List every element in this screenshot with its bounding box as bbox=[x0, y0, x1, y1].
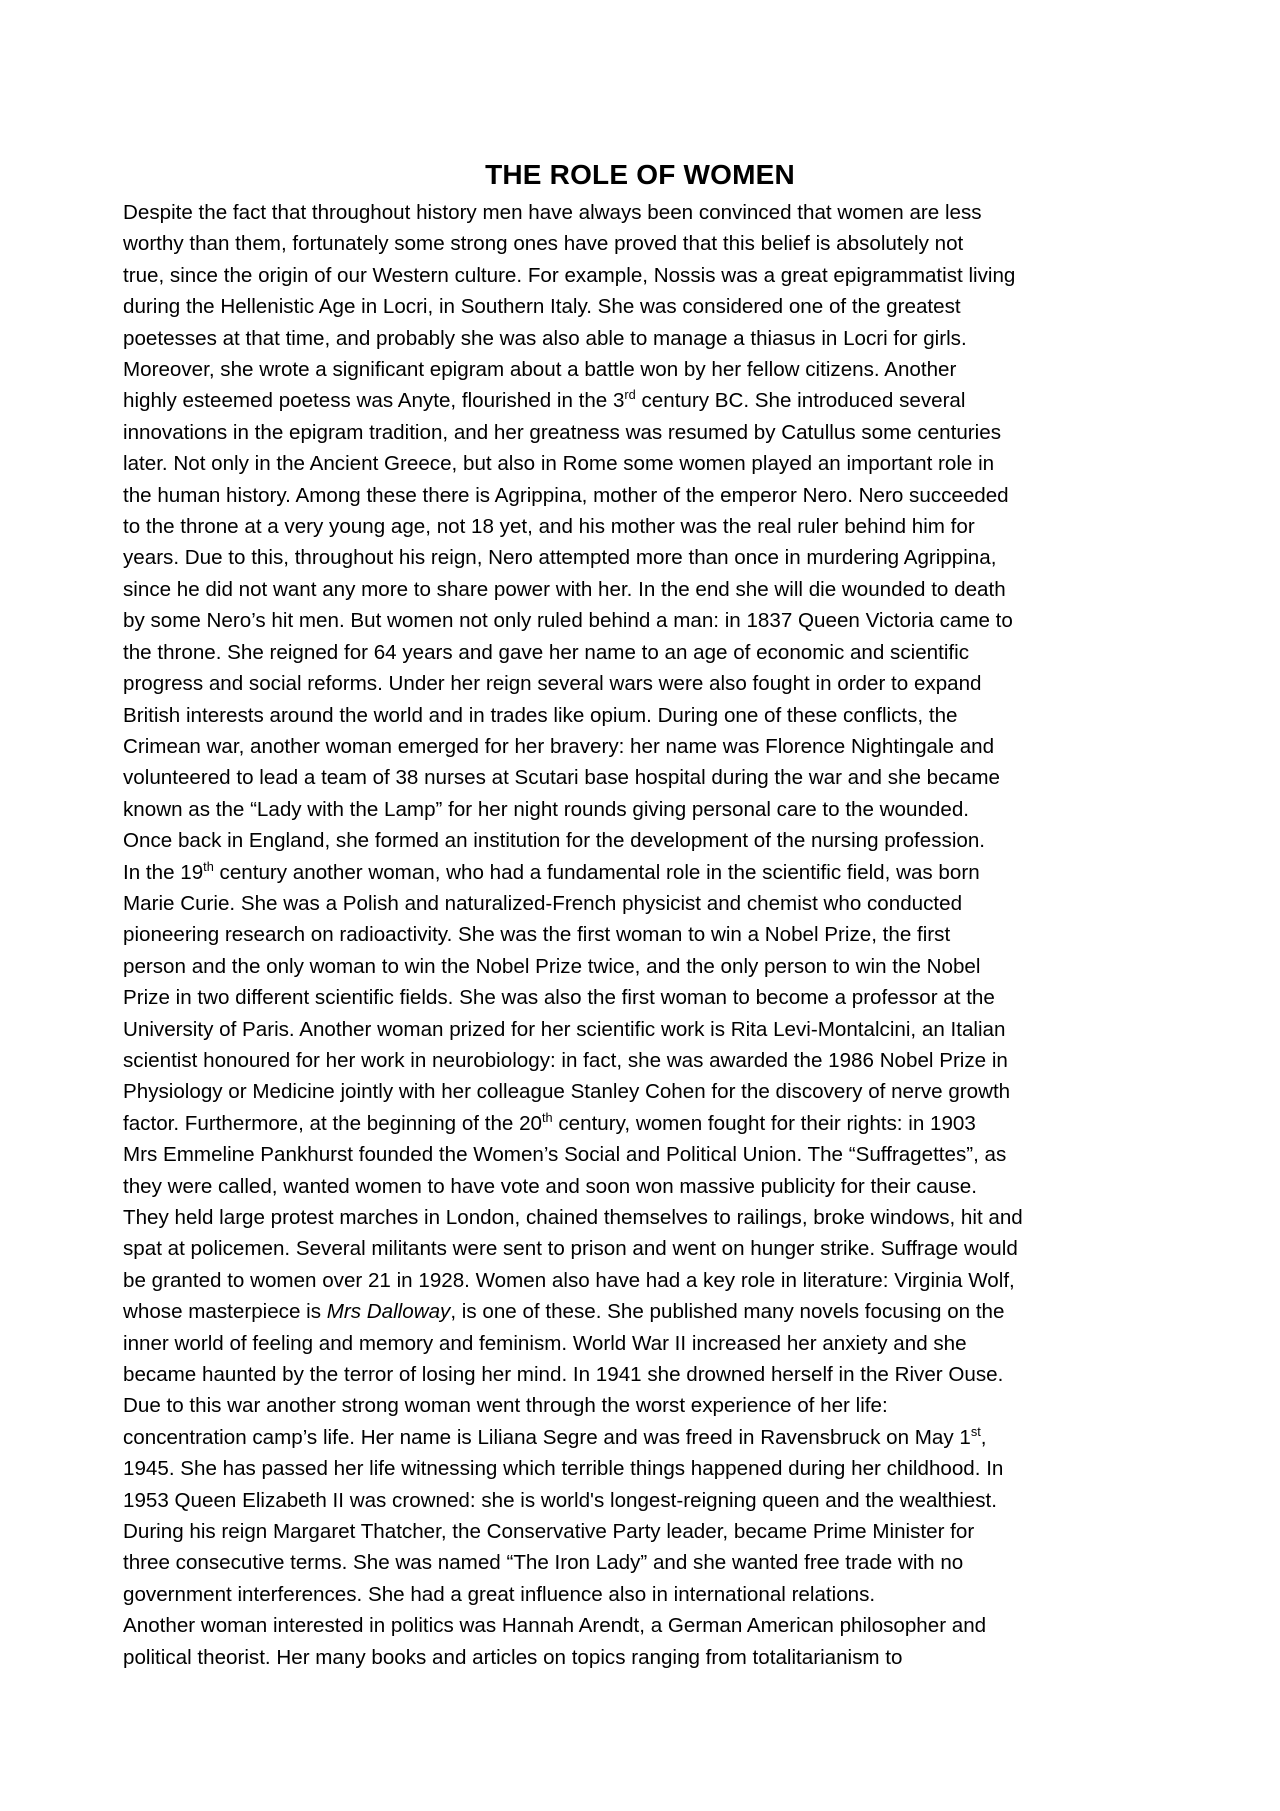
ordinal-superscript: th bbox=[203, 858, 214, 874]
ordinal-superscript: st bbox=[970, 1423, 981, 1439]
text-line: Prize in two different scientific fields. She was also the first woman to become a professor at the bbox=[123, 986, 995, 1010]
document-body bbox=[123, 197, 1173, 1673]
text-line: innovations in the epigram tradition, and her greatness was resumed by Catullus some centuries bbox=[123, 420, 1001, 444]
document-title: THE ROLE OF WOMEN bbox=[485, 159, 795, 190]
text-line: 1945. She has passed her life witnessing which terrible things happened during her childhood. In bbox=[123, 1457, 1004, 1481]
text-line: during the Hellenistic Age in Locri, in Southern Italy. She was considered one of the greatest bbox=[123, 295, 961, 319]
text-line: poetesses at that time, and probably she was also able to manage a thiasus in Locri for girls. bbox=[123, 326, 967, 350]
text-line: During his reign Margaret Thatcher, the Conservative Party leader, became Prime Minister for bbox=[123, 1520, 975, 1544]
text-line: worthy than them, fortunately some strong ones have proved that this belief is absolutely not bbox=[123, 232, 964, 256]
text-line: spat at policemen. Several militants were sent to prison and went on hunger strike. Suffrage would bbox=[123, 1237, 1018, 1261]
text-line: became haunted by the terror of losing her mind. In 1941 she drowned herself in the River Ouse. bbox=[123, 1363, 1004, 1387]
text-line: factor. Furthermore, at the beginning of the 20th century, women fought for their rights: in 1903 bbox=[123, 1109, 976, 1135]
text-line: years. Due to this, throughout his reign, Nero attempted more than once in murdering Agrippina, bbox=[123, 546, 997, 570]
text-line: pioneering research on radioactivity. She was the first woman to win a Nobel Prize, the first bbox=[123, 923, 951, 947]
text-line: They held large protest marches in London, chained themselves to railings, broke windows, hit and bbox=[123, 1206, 1023, 1229]
text-line: the throne. She reigned for 64 years and gave her name to an age of economic and scientific bbox=[123, 640, 970, 664]
text-line: political theorist. Her many books and articles on topics ranging from totalitarianism to bbox=[123, 1645, 903, 1669]
text-line: highly esteemed poetess was Anyte, flourished in the 3rd century BC. She introduced several bbox=[123, 387, 966, 413]
text-line: University of Paris. Another woman prized for her scientific work is Rita Levi-Montalcini, an Italian bbox=[123, 1017, 1006, 1041]
text-line: whose masterpiece is Mrs Dalloway, is one of these. She published many novels focusing on the bbox=[123, 1300, 1005, 1324]
text-line: Marie Curie. She was a Polish and naturalized-French physicist and chemist who conducted bbox=[123, 891, 963, 915]
text-line: government interferences. She had a great influence also in international relations. bbox=[123, 1582, 876, 1606]
text-line: scientist honoured for her work in neurobiology: in fact, she was awarded the 1986 Nobel Prize in bbox=[123, 1048, 1008, 1072]
text-line: Mrs Emmeline Pankhurst founded the Women’s Social and Political Union. The “Suffragettes”, as bbox=[123, 1143, 1007, 1167]
text-line: to the throne at a very young age, not 18 yet, and his mother was the real ruler behind him for bbox=[123, 515, 975, 539]
ordinal-superscript: rd bbox=[624, 387, 636, 403]
text-line: Another woman interested in politics was Hannah Arendt, a German American philosopher and bbox=[123, 1614, 987, 1638]
text-line: 1953 Queen Elizabeth II was crowned: she is world's longest-reigning queen and the wealthiest. bbox=[123, 1488, 997, 1512]
text-line: true, since the origin of our Western culture. For example, Nossis was a great epigrammatist living bbox=[123, 263, 1016, 287]
text-line: Crimean war, another woman emerged for her bravery: her name was Florence Nightingale and bbox=[123, 734, 995, 758]
text-line: person and the only woman to win the Nobel Prize twice, and the only person to win the Nobel bbox=[123, 954, 981, 978]
text-line: Despite the fact that throughout history men have always been convinced that women are less bbox=[123, 201, 982, 224]
text-line: progress and social reforms. Under her reign several wars were also fought in order to expand bbox=[123, 672, 982, 696]
text-line: by some Nero’s hit men. But women not only ruled behind a man: in 1837 Queen Victoria came to bbox=[123, 609, 1013, 633]
text-line: concentration camp’s life. Her name is Liliana Segre and was freed in Ravensbruck on May 1st, bbox=[123, 1423, 987, 1449]
text-line: Once back in England, she formed an institution for the development of the nursing profession. bbox=[123, 829, 986, 853]
text-line: later. Not only in the Ancient Greece, but also in Rome some women played an important role in bbox=[123, 452, 995, 476]
text-line: inner world of feeling and memory and feminism. World War II increased her anxiety and she bbox=[123, 1331, 967, 1355]
ordinal-superscript: th bbox=[542, 1109, 553, 1125]
text-line: Physiology or Medicine jointly with her colleague Stanley Cohen for the discovery of nerve growth bbox=[123, 1080, 1011, 1104]
text-line: Due to this war another strong woman went through the worst experience of her life: bbox=[123, 1394, 888, 1418]
text-line: be granted to women over 21 in 1928. Women also have had a key role in literature: Virginia Wolf, bbox=[123, 1268, 1015, 1292]
text-line: British interests around the world and in trades like opium. During one of these conflicts, the bbox=[123, 703, 958, 727]
text-line: since he did not want any more to share power with her. In the end she will die wounded to death bbox=[123, 577, 1006, 601]
text-line: three consecutive terms. She was named “The Iron Lady” and she wanted free trade with no bbox=[123, 1551, 964, 1575]
text-line: the human history. Among these there is Agrippina, mother of the emperor Nero. Nero succeeded bbox=[123, 483, 1009, 507]
text-line: In the 19th century another woman, who had a fundamental role in the scientific field, was born bbox=[123, 858, 980, 884]
book-title: Mrs Dalloway bbox=[326, 1300, 451, 1324]
text-line: volunteered to lead a team of 38 nurses at Scutari base hospital during the war and she became bbox=[123, 766, 1000, 790]
text-line: known as the “Lady with the Lamp” for her night rounds giving personal care to the wounded. bbox=[123, 797, 969, 821]
text-line: Moreover, she wrote a significant epigram about a battle won by her fellow citizens. Another bbox=[123, 358, 957, 382]
text-line: they were called, wanted women to have vote and soon won massive publicity for their cause. bbox=[123, 1174, 977, 1198]
